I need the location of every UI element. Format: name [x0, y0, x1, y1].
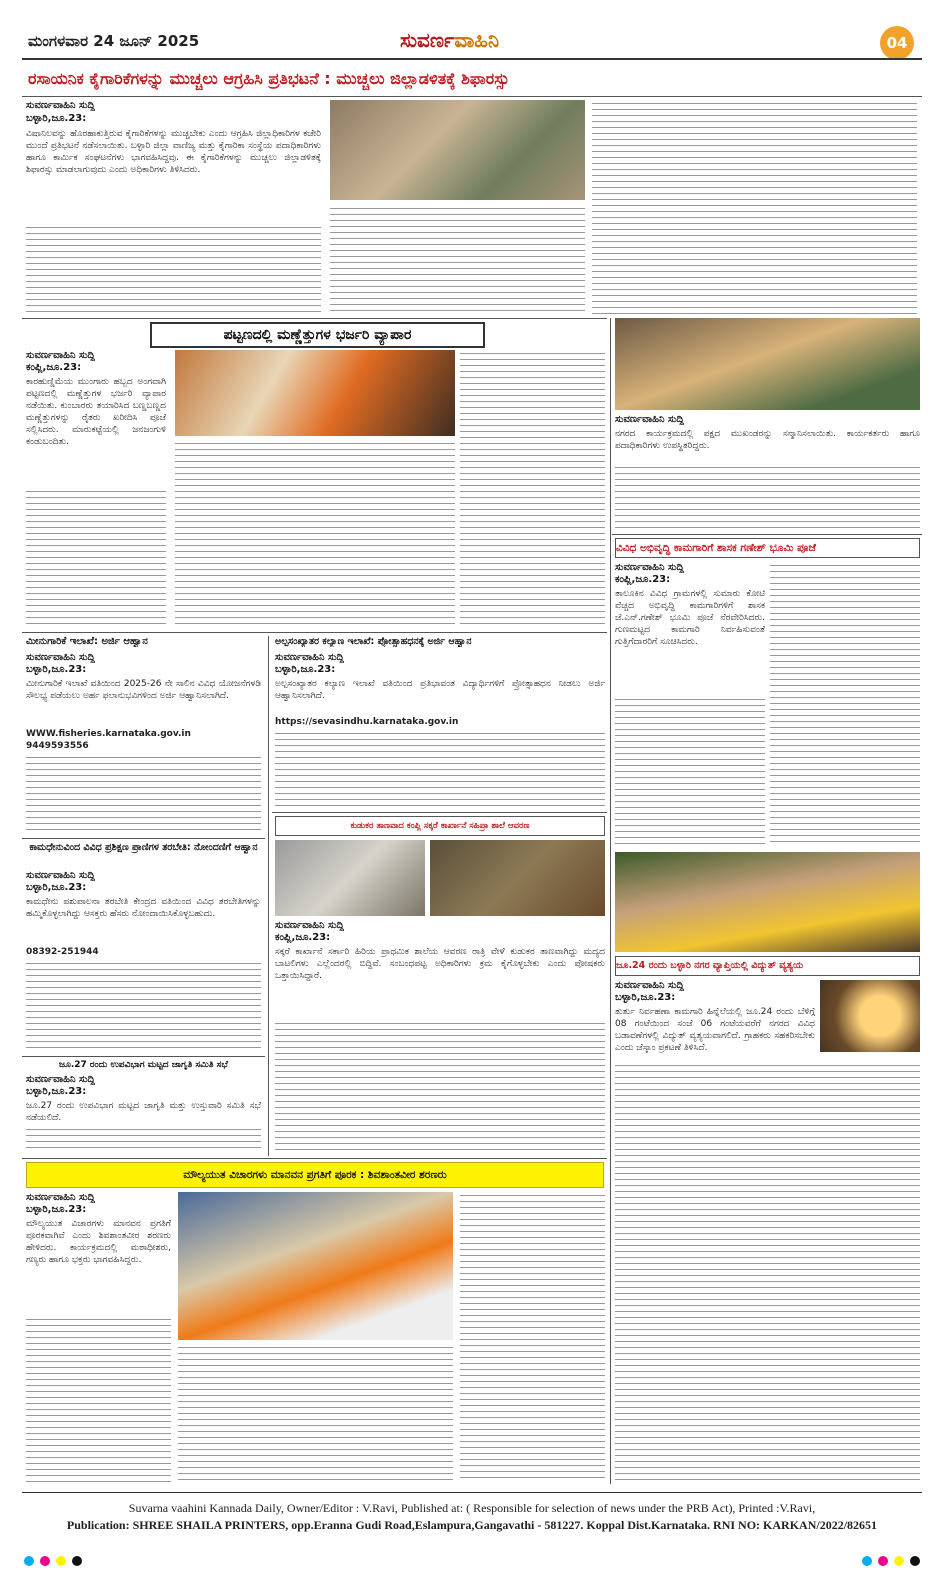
- school-headline: ಕುಡುಕರ ತಾಣವಾದ ಕಂಪ್ಲಿ ಸಕ್ಕರೆ ಕಾರ್ಖಾನೆ ಸಹಿಪ್ರಾ ಶಾಲೆ ಆವರಣ: [275, 816, 605, 836]
- course-headline: ಕಾಮಧೇನುವಿಂದ ವಿವಿಧ ಪ್ರಶಿಕ್ಷಣ ಪ್ರಾಣಿಗಳ ತರಬೇತಿ: ನೋಂದಣಿಗೆ ಆಹ್ವಾನ: [29, 842, 258, 853]
- lead-byline: ಸುವರ್ಣವಾಹಿನಿ ಸುದ್ದಿ: [26, 100, 95, 111]
- lead-protest-photo: [330, 100, 585, 200]
- values-body: ಮೌಲ್ಯಯುತ ವಿಚಾರಗಳು ಮಾನವನ ಪ್ರಗತಿಗೆ ಪೂರಕವಾಗಿವೆ ಎಂದು ಶಿವಶಾಂತವೀರ ಶರಣರು ಹೇಳಿದರು. ಕಾರ್ಯಕ್ರಮದಲ್ಲಿ ಮಠಾಧೀಶರು, ಗಣ್ಯರು ಹಾಗೂ ಭಕ್ತರು ಭಾಗವಹಿಸಿದ್ದರು.: [26, 1219, 171, 1265]
- school-body: ಸಕ್ಕರೆ ಕಾರ್ಖಾನೆ ಸರ್ಕಾರಿ ಹಿರಿಯ ಪ್ರಾಥಮಿಕ ಶಾಲೆಯ ಆವರಣ ರಾತ್ರಿ ವೇಳೆ ಕುಡುಕರ ತಾಣವಾಗಿದ್ದು ಮದ್ಯದ ಬಾಟಲಿಗಳು ಎಲ್ಲೆಂದರಲ್ಲಿ ಬಿದ್ದಿವೆ. ಸಂಬಂಧಪಟ್ಟ ಅಧಿಕಾರಿಗಳು ಕ್ರಮ ಕೈಗೊಳ್ಳಬೇಕು ಎಂದು ಪೋಷಕರು ಒತ್ತಾಯಿಸಿದ್ದಾರೆ.: [275, 947, 605, 981]
- fisheries-body: ಮೀನುಗಾರಿಕೆ ಇಲಾಖೆ ವತಿಯಿಂದ 2025-26 ನೇ ಸಾಲಿನ ವಿವಿಧ ಯೋಜನೆಗಳಡಿ ಸೌಲಭ್ಯ ಪಡೆಯಲು ಅರ್ಹ ಫಲಾನುಭವಿಗಳಿಂದ ಅರ್ಜಿ ಆಹ್ವಾನಿಸಲಾಗಿದೆ.: [26, 679, 261, 701]
- welfare-text: [275, 730, 605, 808]
- lead-text-columns: [26, 224, 321, 314]
- logo-part-1: ಸುವರ್ಣ: [400, 28, 455, 52]
- imprint-line-2: Publication: SHREE SHAILA PRINTERS, opp.Eranna Gudi Road,Eslampura,Gangavathi - 581227. Koppal Dist.Karnataka. RNI NO: KARKAN/2022/82651: [66, 1518, 878, 1532]
- right-col-divider: [610, 318, 611, 1484]
- welfare-website[interactable]: https://sevasindhu.karnataka.gov.in: [275, 717, 459, 727]
- fisheries-website[interactable]: WWW.fisheries.karnataka.gov.in: [26, 729, 191, 739]
- course-byline: ಸುವರ್ಣವಾಹಿನಿ ಸುದ್ದಿ: [26, 870, 95, 881]
- school-building-photo: [275, 840, 425, 916]
- meeting-body: ಜೂ.27 ರಂದು ಉಪವಿಭಾಗ ಮಟ್ಟದ ಜಾಗೃತಿ ಮತ್ತು ಉಸ್ತುವಾರಿ ಸಮಿತಿ ಸಭೆ ನಡೆಯಲಿದೆ.: [26, 1101, 261, 1123]
- cmyk-cyan-mark-right: [862, 1556, 872, 1566]
- lead-headline-rule: [22, 96, 922, 97]
- course-phone: 08392-251944: [26, 947, 99, 957]
- school-bottles-photo: [430, 840, 605, 916]
- development-text-col-1: [615, 696, 765, 846]
- course-dateline: ಬಳ್ಳಾರಿ,ಜೂ.23:: [26, 882, 87, 893]
- course-text: [26, 960, 261, 1052]
- lead-body: ವಿಷಾನಿಲವನ್ನು ಹೊರಹಾಕುತ್ತಿರುವ ಕೈಗಾರಿಕೆಗಳನ್ನು ಮುಚ್ಚಬೇಕು ಎಂದು ಆಗ್ರಹಿಸಿ ಜಿಲ್ಲಾಧಿಕಾರಿಗಳ ಕಚೇರಿ ಮುಂದೆ ಪ್ರತಿಭಟನೆ ನಡೆಸಲಾಯಿತು. ಬಳ್ಳಾರಿ ಜಿಲ್ಲಾ ವಾಣಿಜ್ಯ ಮತ್ತು ಕೈಗಾರಿಕಾ ಸಂಸ್ಥೆಯ ಪದಾಧಿಕಾರಿಗಳು ಹಾಗೂ ಕಾರ್ಮಿಕ ಸಂಘಟನೆಗಳು ಭಾಗವಹಿಸಿದ್ದವು. ಈ ಕೈಗಾರಿಕೆಗಳನ್ನು ಮುಚ್ಚಲು ಜಿಲ್ಲಾಡಳಿತಕ್ಕೆ ಶಿಫಾರಸ್ಸು ಮಾಡಲಾಗುವುದು ಎಂದು ಅಧಿಕಾರಿಗಳು ತಿಳಿಸಿದರು.: [26, 129, 321, 175]
- fisheries-headline: ಮೀನುಗಾರಿಕೆ ಇಲಾಖೆ: ಅರ್ಜಿ ಆಹ್ವಾನ: [26, 636, 148, 647]
- power-bulb-photo: [820, 980, 920, 1052]
- school-text: [275, 1020, 605, 1152]
- cmyk-cyan-mark: [24, 1556, 34, 1566]
- welfare-body: ಅಲ್ಪಸಂಖ್ಯಾತರ ಕಲ್ಯಾಣ ಇಲಾಖೆ ವತಿಯಿಂದ ಪ್ರತಿಭಾವಂತ ವಿದ್ಯಾರ್ಥಿಗಳಿಗೆ ಪ್ರೋತ್ಸಾಹಧನ ನೀಡಲು ಅರ್ಜಿ ಆಹ್ವಾನಿಸಲಾಗಿದೆ.: [275, 679, 605, 701]
- meeting-rule: [22, 1056, 265, 1057]
- issue-date: ಮಂಗಳವಾರ 24 ಜೂನ್ 2025: [28, 32, 200, 50]
- market-byline: ಸುವರ್ಣವಾಹಿನಿ ಸುದ್ದಿ: [26, 350, 95, 361]
- header-rule: [22, 58, 922, 60]
- school-rule: [272, 812, 607, 813]
- cmyk-magenta-mark: [40, 1556, 50, 1566]
- fisheries-phone: 9449593556: [26, 741, 89, 751]
- page-number-badge: 04: [880, 26, 914, 60]
- welfare-dateline: ಬಳ್ಳಾರಿ,ಜೂ.23:: [275, 664, 336, 675]
- lead-headline: ರಸಾಯನಿಕ ಕೈಗಾರಿಕೆಗಳನ್ನು ಮುಚ್ಚಲು ಆಗ್ರಹಿಸಿ ಪ್ರತಿಭಟನೆ : ಮುಚ್ಚಲು ಜಿಲ್ಲಾಡಳಿತಕ್ಕೆ ಶಿಫಾರಸ್ಸು: [28, 69, 510, 88]
- power-body: ತುರ್ತು ನಿರ್ವಹಣಾ ಕಾಮಗಾರಿ ಹಿನ್ನೆಲೆಯಲ್ಲಿ ಜೂ.24 ರಂದು ಬೆಳಿಗ್ಗೆ 08 ಗಂಟೆಯಿಂದ ಸಂಜೆ 06 ಗಂಟೆಯವರೆಗೆ ನಗರದ ವಿವಿಧ ಬಡಾವಣೆಗಳಲ್ಲಿ ವಿದ್ಯುತ್ ವ್ಯತ್ಯಯವಾಗಲಿದೆ. ಗ್ರಾಹಕರು ಸಹಕರಿಸಬೇಕು ಎಂದು ಜೆಸ್ಕಾಂ ಪ್ರಕಟಣೆ ತಿಳಿಸಿದೆ.: [615, 1007, 815, 1053]
- course-body: ಕಾಮಧೇನು ಪಶುಪಾಲನಾ ತರಬೇತಿ ಕೇಂದ್ರದ ವತಿಯಿಂದ ವಿವಿಧ ತರಬೇತಿಗಳನ್ನು ಹಮ್ಮಿಕೊಳ್ಳಲಾಗಿದ್ದು ಆಸಕ್ತರು ಹೆಸರು ನೋಂದಾಯಿಸಿಕೊಳ್ಳಬಹುದು.: [26, 897, 261, 919]
- logo-part-2: ವಾಹಿನಿ: [454, 28, 500, 52]
- meeting-headline: ಜೂ.27 ರಂದು ಉಪವಿಭಾಗ ಮಟ್ಟದ ಜಾಗೃತಿ ಸಮಿತಿ ಸಭೆ: [59, 1060, 228, 1070]
- market-text-col-3: [460, 350, 605, 628]
- meeting-text: [26, 1126, 261, 1152]
- cmyk-black-mark-right: [910, 1556, 920, 1566]
- development-byline: ಸುವರ್ಣವಾಹಿನಿ ಸುದ್ದಿ: [615, 562, 684, 573]
- left-section-rule: [22, 632, 607, 633]
- market-headline: ಪಟ್ಟಣದಲ್ಲಿ ಮಣ್ಣೆತ್ತುಗಳ ಭರ್ಜರಿ ವ್ಯಾಪಾರ: [150, 322, 485, 348]
- development-body: ತಾಲೂಕಿನ ವಿವಿಧ ಗ್ರಾಮಗಳಲ್ಲಿ ಸುಮಾರು ಕೋಟಿ ವೆಚ್ಚದ ಅಭಿವೃದ್ಧಿ ಕಾಮಗಾರಿಗಳಿಗೆ ಶಾಸಕ ಜೆ.ಎನ್.ಗಣೇಶ್ ಭೂಮಿ ಪೂಜೆ ನೆರವೇರಿಸಿದರು. ಗುಣಮಟ್ಟದ ಕಾಮಗಾರಿ ನಿರ್ವಹಿಸುವಂತೆ ಗುತ್ತಿಗೆದಾರರಿಗೆ ಸೂಚಿಸಿದರು.: [615, 589, 765, 647]
- course-rule: [22, 838, 265, 839]
- welfare-byline: ಸುವರ್ಣವಾಹಿನಿ ಸುದ್ದಿ: [275, 652, 344, 663]
- values-stage-photo: [178, 1192, 453, 1340]
- development-bhoomi-pooja-photo: [615, 852, 920, 952]
- masthead-logo: [400, 28, 499, 52]
- power-dateline: ಬಳ್ಳಾರಿ,ಜೂ.23:: [615, 992, 676, 1003]
- power-byline: ಸುವರ್ಣವಾಹಿನಿ ಸುದ್ದಿ: [615, 980, 684, 991]
- fisheries-dateline: ಬಳ್ಳಾರಿ,ಜೂ.23:: [26, 664, 87, 675]
- values-text-col-3: [460, 1192, 605, 1482]
- values-headline: ಮೌಲ್ಯಯುತ ವಿಚಾರಗಳು ಮಾನವನ ಪ್ರಗತಿಗೆ ಪೂರಕ : ಶಿವಶಾಂತವೀರ ಶರಣರು: [26, 1162, 604, 1188]
- felicitation-text: [615, 464, 920, 530]
- felicitation-photo: [615, 318, 920, 410]
- development-dateline: ಕಂಪ್ಲಿ,ಜೂ.23:: [615, 574, 671, 585]
- market-clay-bulls-photo: [175, 350, 455, 436]
- values-byline: ಸುವರ್ಣವಾಹಿನಿ ಸುದ್ದಿ: [26, 1192, 95, 1203]
- market-body: ಕಾರಹುಣ್ಣಿಮೆಯ ಮುಂಗಾರು ಹಬ್ಬದ ಅಂಗವಾಗಿ ಪಟ್ಟಣದಲ್ಲಿ ಮಣ್ಣೆತ್ತುಗಳ ಭರ್ಜರಿ ವ್ಯಾಪಾರ ನಡೆಯಿತು. ಕುಂಬಾರರು ತಯಾರಿಸಿದ ಬಣ್ಣಬಣ್ಣದ ಮಣ್ಣೆತ್ತುಗಳನ್ನು ರೈತರು ಖರೀದಿಸಿ ಪೂಜೆ ಸಲ್ಲಿಸಿದರು. ಮಾರುಕಟ್ಟೆಯಲ್ಲಿ ಜನಜಂಗುಳಿ ಕಂಡುಬಂದಿತು.: [26, 377, 166, 447]
- felicitation-byline: ಸುವರ್ಣವಾಹಿನಿ ಸುದ್ದಿ: [615, 414, 684, 425]
- school-byline: ಸುವರ್ಣವಾಹಿನಿ ಸುದ್ದಿ: [275, 920, 344, 931]
- market-text-col-1: [26, 488, 166, 628]
- cmyk-yellow-mark: [56, 1556, 66, 1566]
- left-col-divider: [268, 636, 269, 1156]
- cmyk-magenta-mark-right: [878, 1556, 888, 1566]
- imprint-line-1: Suvarna vaahini Kannada Daily, Owner/Editor : V.Ravi, Published at: ( Responsible for selection of news under the PRB Act), Printed :V.Ravi,: [128, 1501, 816, 1515]
- values-dateline: ಬಳ್ಳಾರಿ,ಜೂ.23:: [26, 1204, 87, 1215]
- imprint: [22, 1500, 922, 1534]
- development-text-col-2: [770, 562, 920, 846]
- market-top-rule: [22, 318, 607, 319]
- power-headline: ಜೂ.24 ರಂದು ಬಳ್ಳಾರಿ ನಗರ ವ್ಯಾಪ್ತಿಯಲ್ಲಿ ವಿದ್ಯುತ್ ವ್ಯತ್ಯಯ: [615, 956, 920, 976]
- values-rule: [22, 1158, 607, 1159]
- felicitation-body: ನಗರದ ಕಾರ್ಯಕ್ರಮದಲ್ಲಿ ಪಕ್ಷದ ಮುಖಂಡರನ್ನು ಸನ್ಮಾನಿಸಲಾಯಿತು. ಕಾರ್ಯಕರ್ತರು ಹಾಗೂ ಪದಾಧಿಕಾರಿಗಳು ಉಪಸ್ಥಿತರಿದ್ದರು.: [615, 429, 920, 451]
- fisheries-text: [26, 754, 261, 834]
- meeting-dateline: ಬಳ್ಳಾರಿ,ಜೂ.23:: [26, 1086, 87, 1097]
- values-text-col-2: [178, 1344, 453, 1482]
- development-top-rule: [612, 534, 922, 535]
- values-text-col-1: [26, 1316, 171, 1482]
- market-text-col-2: [175, 440, 455, 628]
- fisheries-byline: ಸುವರ್ಣವಾಹಿನಿ ಸುದ್ದಿ: [26, 652, 95, 663]
- power-area-list: [615, 1062, 920, 1482]
- development-headline: ವಿವಿಧ ಅಭಿವೃದ್ಧಿ ಕಾಮಗಾರಿಗೆ ಶಾಸಕ ಗಣೇಶ್ ಭೂಮಿ ಪೂಜೆ: [615, 538, 920, 558]
- lead-text-columns-3: [592, 100, 917, 314]
- welfare-headline: ಅಲ್ಪಸಂಖ್ಯಾತರ ಕಲ್ಯಾಣ ಇಲಾಖೆ: ಪ್ರೋತ್ಸಾಹಧನಕ್ಕೆ ಅರ್ಜಿ ಆಹ್ವಾನ: [275, 636, 472, 647]
- cmyk-black-mark: [72, 1556, 82, 1566]
- lead-text-columns-2: [330, 205, 585, 314]
- cmyk-yellow-mark-right: [894, 1556, 904, 1566]
- footer-rule: [22, 1492, 922, 1493]
- school-dateline: ಕಂಪ್ಲಿ,ಜೂ.23:: [275, 932, 331, 943]
- market-dateline: ಕಂಪ್ಲಿ,ಜೂ.23:: [26, 362, 82, 373]
- lead-dateline: ಬಳ್ಳಾರಿ,ಜೂ.23:: [26, 113, 87, 124]
- meeting-byline: ಸುವರ್ಣವಾಹಿನಿ ಸುದ್ದಿ: [26, 1074, 95, 1085]
